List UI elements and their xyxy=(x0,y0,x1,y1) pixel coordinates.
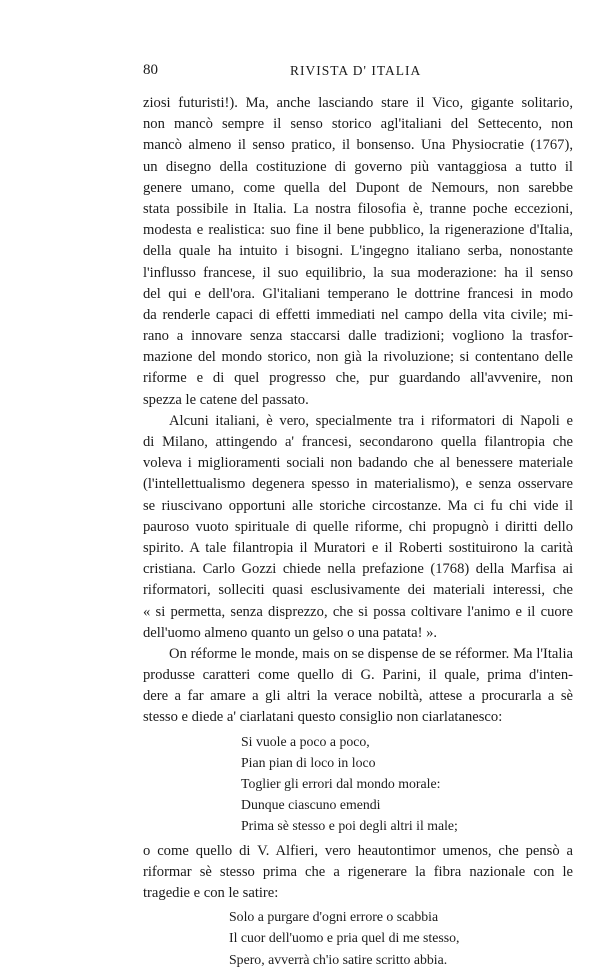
text-line: ziosi futuristi!). Ma, anche lasciando stare il Vico, gigante solitario, xyxy=(143,95,573,111)
text-line: se riuscivano opportuni alle storiche circostanze. Ma ci fu chi vide il xyxy=(143,497,573,514)
text-line: rano a innovare senza staccarsi dalle tradizioni; vogliono la trasfor- xyxy=(143,328,573,345)
verse-line: Spero, avverrà ch'io satire scritto abbia. xyxy=(229,951,448,967)
text-line: stesso e diede a' ciarlatani questo consiglio non ciarlatanesco: xyxy=(143,709,503,726)
verse-line: Prima sè stesso e poi degli altri il male; xyxy=(241,818,458,834)
text-line: riforme e di quel progresso che, pur guardando all'avvenire, non xyxy=(143,370,573,387)
text-line: spezza le catene del passato. xyxy=(143,391,309,408)
verse-line: Toglier gli errori dal mondo morale: xyxy=(241,776,441,791)
paragraph-4 xyxy=(143,841,573,905)
verse-line: Solo a purgare d'ogni errore o scabbia xyxy=(229,909,439,925)
paragraph-2 xyxy=(143,411,573,644)
text-line: dell'uomo almeno quanto un gelso o una patata! ». xyxy=(143,624,438,641)
verse-quote-parini xyxy=(143,729,573,841)
text-line: o come quello di V. Alfieri, vero heautontimor umenos, che pensò a xyxy=(143,842,573,859)
text-line: modesta e realistica: suo fine il bene pubblico, la rigenerazione d'Italia, xyxy=(143,222,573,239)
text-line: dere a far amare a gli altri la verace nobiltà, attese a procurarla a sè xyxy=(143,688,573,705)
text-line: stata possibile in Italia. La nostra filosofia è, tranne poche eccezioni, xyxy=(143,200,573,217)
text-line: spirito. A tale filantropia il Muratori e il Roberti sostituirono la carità xyxy=(143,539,573,556)
verse-line: Si vuole a poco a poco, xyxy=(241,733,370,749)
text-line: On réforme le monde, mais on se dispense de se réformer. Ma l'Italia xyxy=(169,645,573,662)
text-line: della quale ha intuito i bisogni. L'ingegno italiano serba, nonostante xyxy=(143,243,573,260)
text-line: « si permetta, senza disprezzo, che si possa coltivare l'animo e il cuore xyxy=(143,603,573,620)
text-line: produsse caratteri come quello di G. Parini, il quale, prima d'inten- xyxy=(143,667,573,684)
text-line: del qui e dell'ora. Gl'italiani temperano le dottrine francesi in modo xyxy=(143,285,573,302)
verse-quote-alfieri xyxy=(143,904,573,974)
paragraph-3 xyxy=(143,644,573,729)
verse-line: Dunque ciascuno emendi xyxy=(241,797,381,813)
body-text xyxy=(143,93,573,974)
verse-line: Il cuor dell'uomo e pria quel di me stesso, xyxy=(229,930,460,946)
text-line: voleva i miglioramenti sociali non badando che al benessere materiale xyxy=(143,455,573,472)
text-line: non mancò sempre il senso storico agl'italiani del Settecento, non xyxy=(143,116,573,133)
text-line: riformar sè stesso prima che a rigenerare la fibra nazionale con le xyxy=(143,863,573,880)
text-line: l'influsso francese, il suo equilibrio, la sua moderazione: ha il senso xyxy=(143,264,573,281)
text-line: cristiana. Carlo Gozzi chiede nella prefazione (1768) della Marfisa ai xyxy=(143,561,573,578)
text-line: tragedie e con le satire: xyxy=(143,884,279,901)
page-number: 80 xyxy=(143,62,158,78)
text-line: (l'intellettualismo degenera spesso in materialismo), e senza osservare xyxy=(143,476,573,493)
text-line: di Milano, attingendo a' francesi, secondarono quella filantropia che xyxy=(143,434,573,450)
text-line: mazione del mondo storico, non già la rivoluzione; si contentano delle xyxy=(143,349,573,366)
text-line: mancò almeno il senso pratico, il bonsenso. Una Physiocratie (1767), xyxy=(143,137,573,154)
paragraph-1 xyxy=(143,93,573,411)
running-title: RIVISTA D' ITALIA xyxy=(290,63,422,78)
text-line: Alcuni italiani, è vero, specialmente tra i riformatori di Napoli e xyxy=(169,412,573,429)
text-line: pauroso vuoto spirituale di quelle riforme, chi propugnò i diritti dello xyxy=(143,518,573,535)
verse-line: Pian pian di loco in loco xyxy=(241,754,376,770)
text-line: un disegno della costituzione di governo più vantaggiosa a tutto il xyxy=(143,158,573,175)
text-line: riformatori, solleciti quasi esclusivamente dei materiali interessi, che xyxy=(143,582,573,599)
text-line: genere umano, come quella del Dupont de Nemours, non sarebbe xyxy=(143,179,573,196)
text-line: da renderle capaci di effetti immediati nel campo della vita civile; mi- xyxy=(143,306,573,323)
